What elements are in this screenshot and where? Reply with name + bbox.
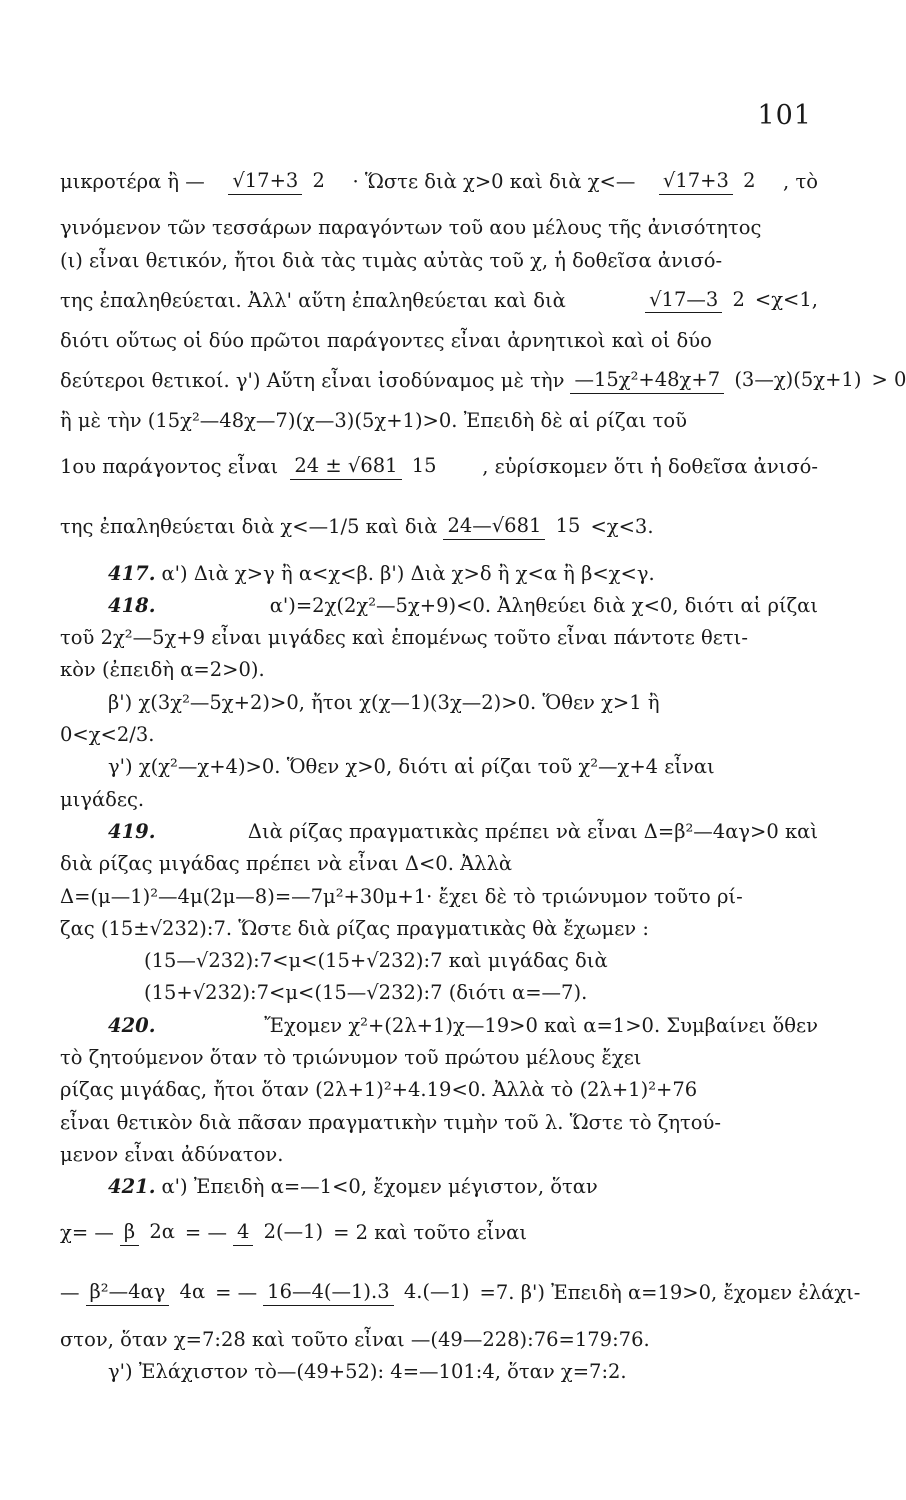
exercise-419: 419. Διὰ ρίζας πραγματικὰς πρέπει νὰ εἶναι Δ=β²—4αγ>0 καὶ (108, 819, 818, 843)
text-line: Δ=(μ—1)²—4μ(2μ—8)=—7μ²+30μ+1· ἔχει δὲ τὸ τριώνυμον τοῦτο ρί- (60, 884, 743, 908)
text-line: — β²—4αγ 4α = — 16—4(—1).3 4.(—1) =7. β') Ἐπειδὴ α=19>0, ἔχομεν ἐλάχι- (60, 1280, 861, 1305)
text-line: ζας (15±√232):7. Ὥστε διὰ ρίζας πραγματικὰς θὰ ἔχωμεν : (60, 916, 649, 940)
fraction: β 2α (120, 1220, 179, 1245)
text-line: χ= — β 2α = — 4 2(—1) = 2 καὶ τοῦτο εἶναι (60, 1220, 527, 1245)
text-line: β') χ(3χ²—5χ+2)>0, ἤτοι χ(χ—1)(3χ—2)>0. Ὅθεν χ>1 ἢ (108, 690, 660, 714)
text-line: τὸ ζητούμενον ὅταν τὸ τριώνυμον τοῦ πρώτου μέλους ἔχει (60, 1046, 642, 1070)
fraction: 16—4(—1).3 4.(—1) (263, 1280, 473, 1305)
text-line: δεύτεροι θετικοί. γ') Αὕτη εἶναι ἰσοδύναμος μὲ τὴν —15χ²+48χ+7 (3—χ)(5χ+1) > 0 (60, 368, 906, 393)
text-line: 0<χ<2/3. (60, 723, 155, 747)
text-line: (ι) εἶναι θετικόν, ἤτοι διὰ τὰς τιμὰς αὐτὰς τοῦ χ, ἡ δοθεῖσα ἀνισό- (60, 248, 723, 272)
text-line: της ἐπαληθεύεται διὰ χ<—1/5 καὶ διὰ 24—√681 15 <χ<3. (60, 514, 654, 539)
fraction: √17+3 2 (228, 169, 329, 194)
exercise-420: 420. Ἔχομεν χ²+(2λ+1)χ—19>0 καὶ α=1>0. Συμβαίνει ὅθεν (108, 1013, 818, 1037)
text-line: μικροτέρα ἢ — √17+3 2 · Ὥστε διὰ χ>0 καὶ διὰ χ<— √17+3 2 , τὸ (60, 169, 818, 194)
text-line: στον, ὅταν χ=7:28 καὶ τοῦτο εἶναι —(49—228):76=179:76. (60, 1327, 650, 1351)
text-line: τοῦ 2χ²—5χ+9 εἶναι μιγάδες καὶ ἑπομένως τοῦτο εἶναι πάντοτε θετι- (60, 626, 748, 650)
fraction: √17—3 2 (645, 288, 749, 313)
text-line: ρίζας μιγάδας, ἤτοι ὅταν (2λ+1)²+4.19<0. Ἀλλὰ τὸ (2λ+1)²+76 (60, 1078, 698, 1102)
text-line: γ') χ(χ²—χ+4)>0. Ὅθεν χ>0, διότι αἱ ρίζαι τοῦ χ²—χ+4 εἶναι (108, 755, 715, 779)
exercise-421: 421. α') Ἐπειδὴ α=—1<0, ἔχομεν μέγιστον, ὅταν (108, 1175, 598, 1199)
page-text (60, 152, 906, 1388)
text-line: 1ου παράγοντος εἶναι 24 ± √681 15 , εὑρίσκομεν ὅτι ἡ δοθεῖσα ἀνισό- (60, 454, 818, 479)
text-line: γινόμενον τῶν τεσσάρων παραγόντων τοῦ αου μέλους τῆς ἀνισότητος (60, 216, 762, 240)
exercise-417: 417. α') Διὰ χ>γ ἢ α<χ<β. β') Διὰ χ>δ ἢ χ<α ἢ β<χ<γ. (108, 561, 655, 585)
fraction: 24 ± √681 15 (290, 454, 440, 479)
text-line: εἶναι θετικὸν διὰ πᾶσαν πραγματικὴν τιμὴν τοῦ λ. Ὥστε τὸ ζητού- (60, 1110, 721, 1134)
text-line: γ') Ἐλάχιστον τὸ—(49+52): 4=—101:4, ὅταν χ=7:2. (108, 1359, 627, 1383)
text-line: διότι οὕτως οἱ δύο πρῶτοι παράγοντες εἶναι ἀρνητικοὶ καὶ οἱ δύο (60, 328, 712, 352)
fraction: 4 2(—1) (233, 1220, 327, 1245)
text-line: (15—√232):7<μ<(15+√232):7 καὶ μιγάδας διὰ (144, 949, 608, 973)
text-line: μιγάδες. (60, 787, 145, 811)
fraction: β²—4αγ 4α (86, 1280, 210, 1305)
exercise-418: 418. α')=2χ(2χ²—5χ+9)<0. Ἀληθεύει διὰ χ<0, διότι αἱ ρίζαι (108, 593, 818, 617)
text-line: (15+√232):7<μ<(15—√232):7 (διότι α=—7). (144, 981, 588, 1005)
text-line: της ἐπαληθεύεται. Ἀλλ' αὕτη ἐπαληθεύεται καὶ διὰ √17—3 2 <χ<1, (60, 287, 818, 312)
fraction: —15χ²+48χ+7 (3—χ)(5χ+1) (570, 368, 865, 393)
text-line: μενον εἶναι ἀδύνατον. (60, 1142, 284, 1166)
fraction: 24—√681 15 (443, 514, 584, 539)
text-line: κὸν (ἐπειδὴ α=2>0). (60, 658, 265, 682)
fraction: √17+3 2 (659, 169, 760, 194)
text-line: διὰ ρίζας μιγάδας πρέπει νὰ εἶναι Δ<0. Ἀλλὰ (60, 852, 513, 876)
page-number: 101 (757, 100, 812, 131)
text-line: ἢ μὲ τὴν (15χ²—48χ—7)(χ—3)(5χ+1)>0. Ἐπειδὴ δὲ αἱ ρίζαι τοῦ (60, 409, 688, 433)
